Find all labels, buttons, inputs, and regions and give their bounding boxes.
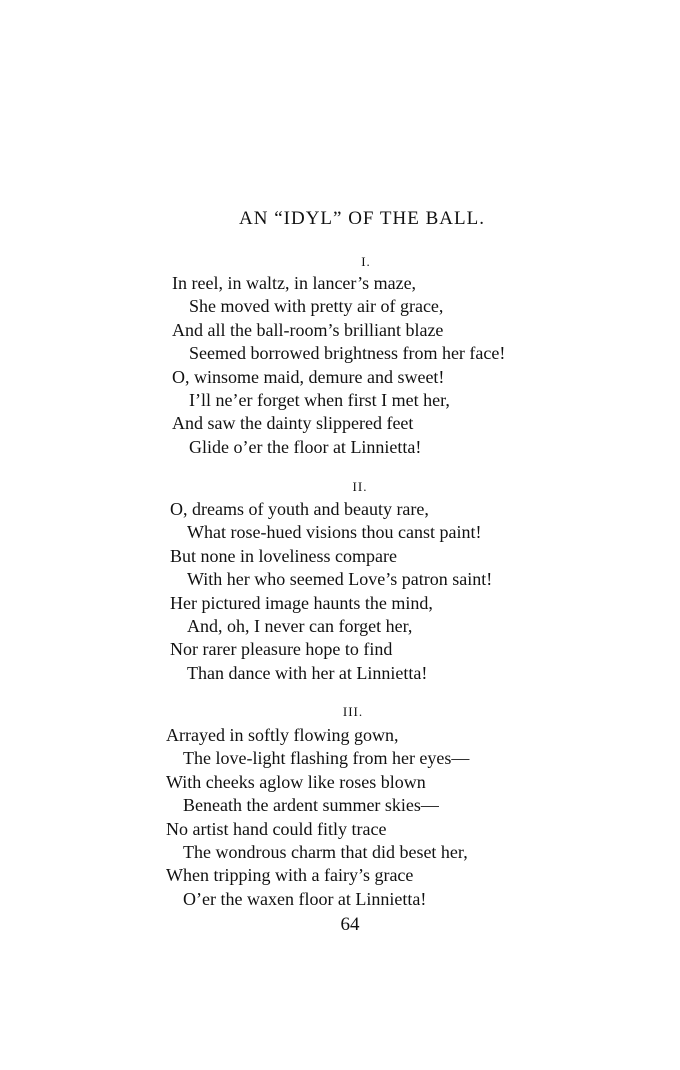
stanza-1 [172,272,505,459]
stanza-numeral-2: II. [352,479,368,494]
poem-title: AN “IDYL” OF THE BALL. [239,208,485,229]
poem-line: And, oh, I never can forget her, [187,615,413,636]
poem-line: The love-light flashing from her eyes— [183,748,470,769]
poem-line: She moved with pretty air of grace, [189,296,444,317]
poem-line: Her pictured image haunts the mind, [170,592,433,613]
poem-line: No artist hand could fitly trace [166,818,387,839]
poem-line: O, winsome maid, demure and sweet! [172,366,445,387]
poem-line: The wondrous charm that did beset her, [183,841,468,862]
poem-line: O, dreams of youth and beauty rare, [170,499,429,519]
poem-line: Nor rarer pleasure hope to find [170,639,393,660]
poem-line: What rose-hued visions thou canst paint! [187,522,482,543]
poem-line: But none in loveliness compare [170,545,397,566]
poem-line: In reel, in waltz, in lancer’s maze, [172,273,417,293]
stanza-2 [170,498,492,685]
poem-line: And saw the dainty slippered feet [172,413,414,434]
poem-line: With cheeks aglow like roses blown [166,771,426,792]
poem-line: Beneath the ardent summer skies— [183,795,439,816]
poem-line: Than dance with her at Linnietta! [187,662,428,683]
poem-line: When tripping with a fairy’s grace [166,865,414,886]
poem-line: With her who seemed Love’s patron saint! [187,569,493,590]
page-number: 64 [340,914,360,935]
poem-line: Arrayed in softly flowing gown, [166,725,399,745]
stanza-numeral-1: I. [361,254,371,269]
poem-line: I’ll ne’er forget when first I met her, [189,389,450,410]
poem-line: O’er the waxen floor at Linnietta! [183,888,427,909]
poem-line: Glide o’er the floor at Linnietta! [189,436,422,457]
poem-line: And all the ball-room’s brilliant blaze [172,319,444,340]
stanza-numeral-3: III. [342,704,364,719]
poem-line: Seemed borrowed brightness from her face! [189,343,506,364]
stanza-3 [166,724,469,911]
